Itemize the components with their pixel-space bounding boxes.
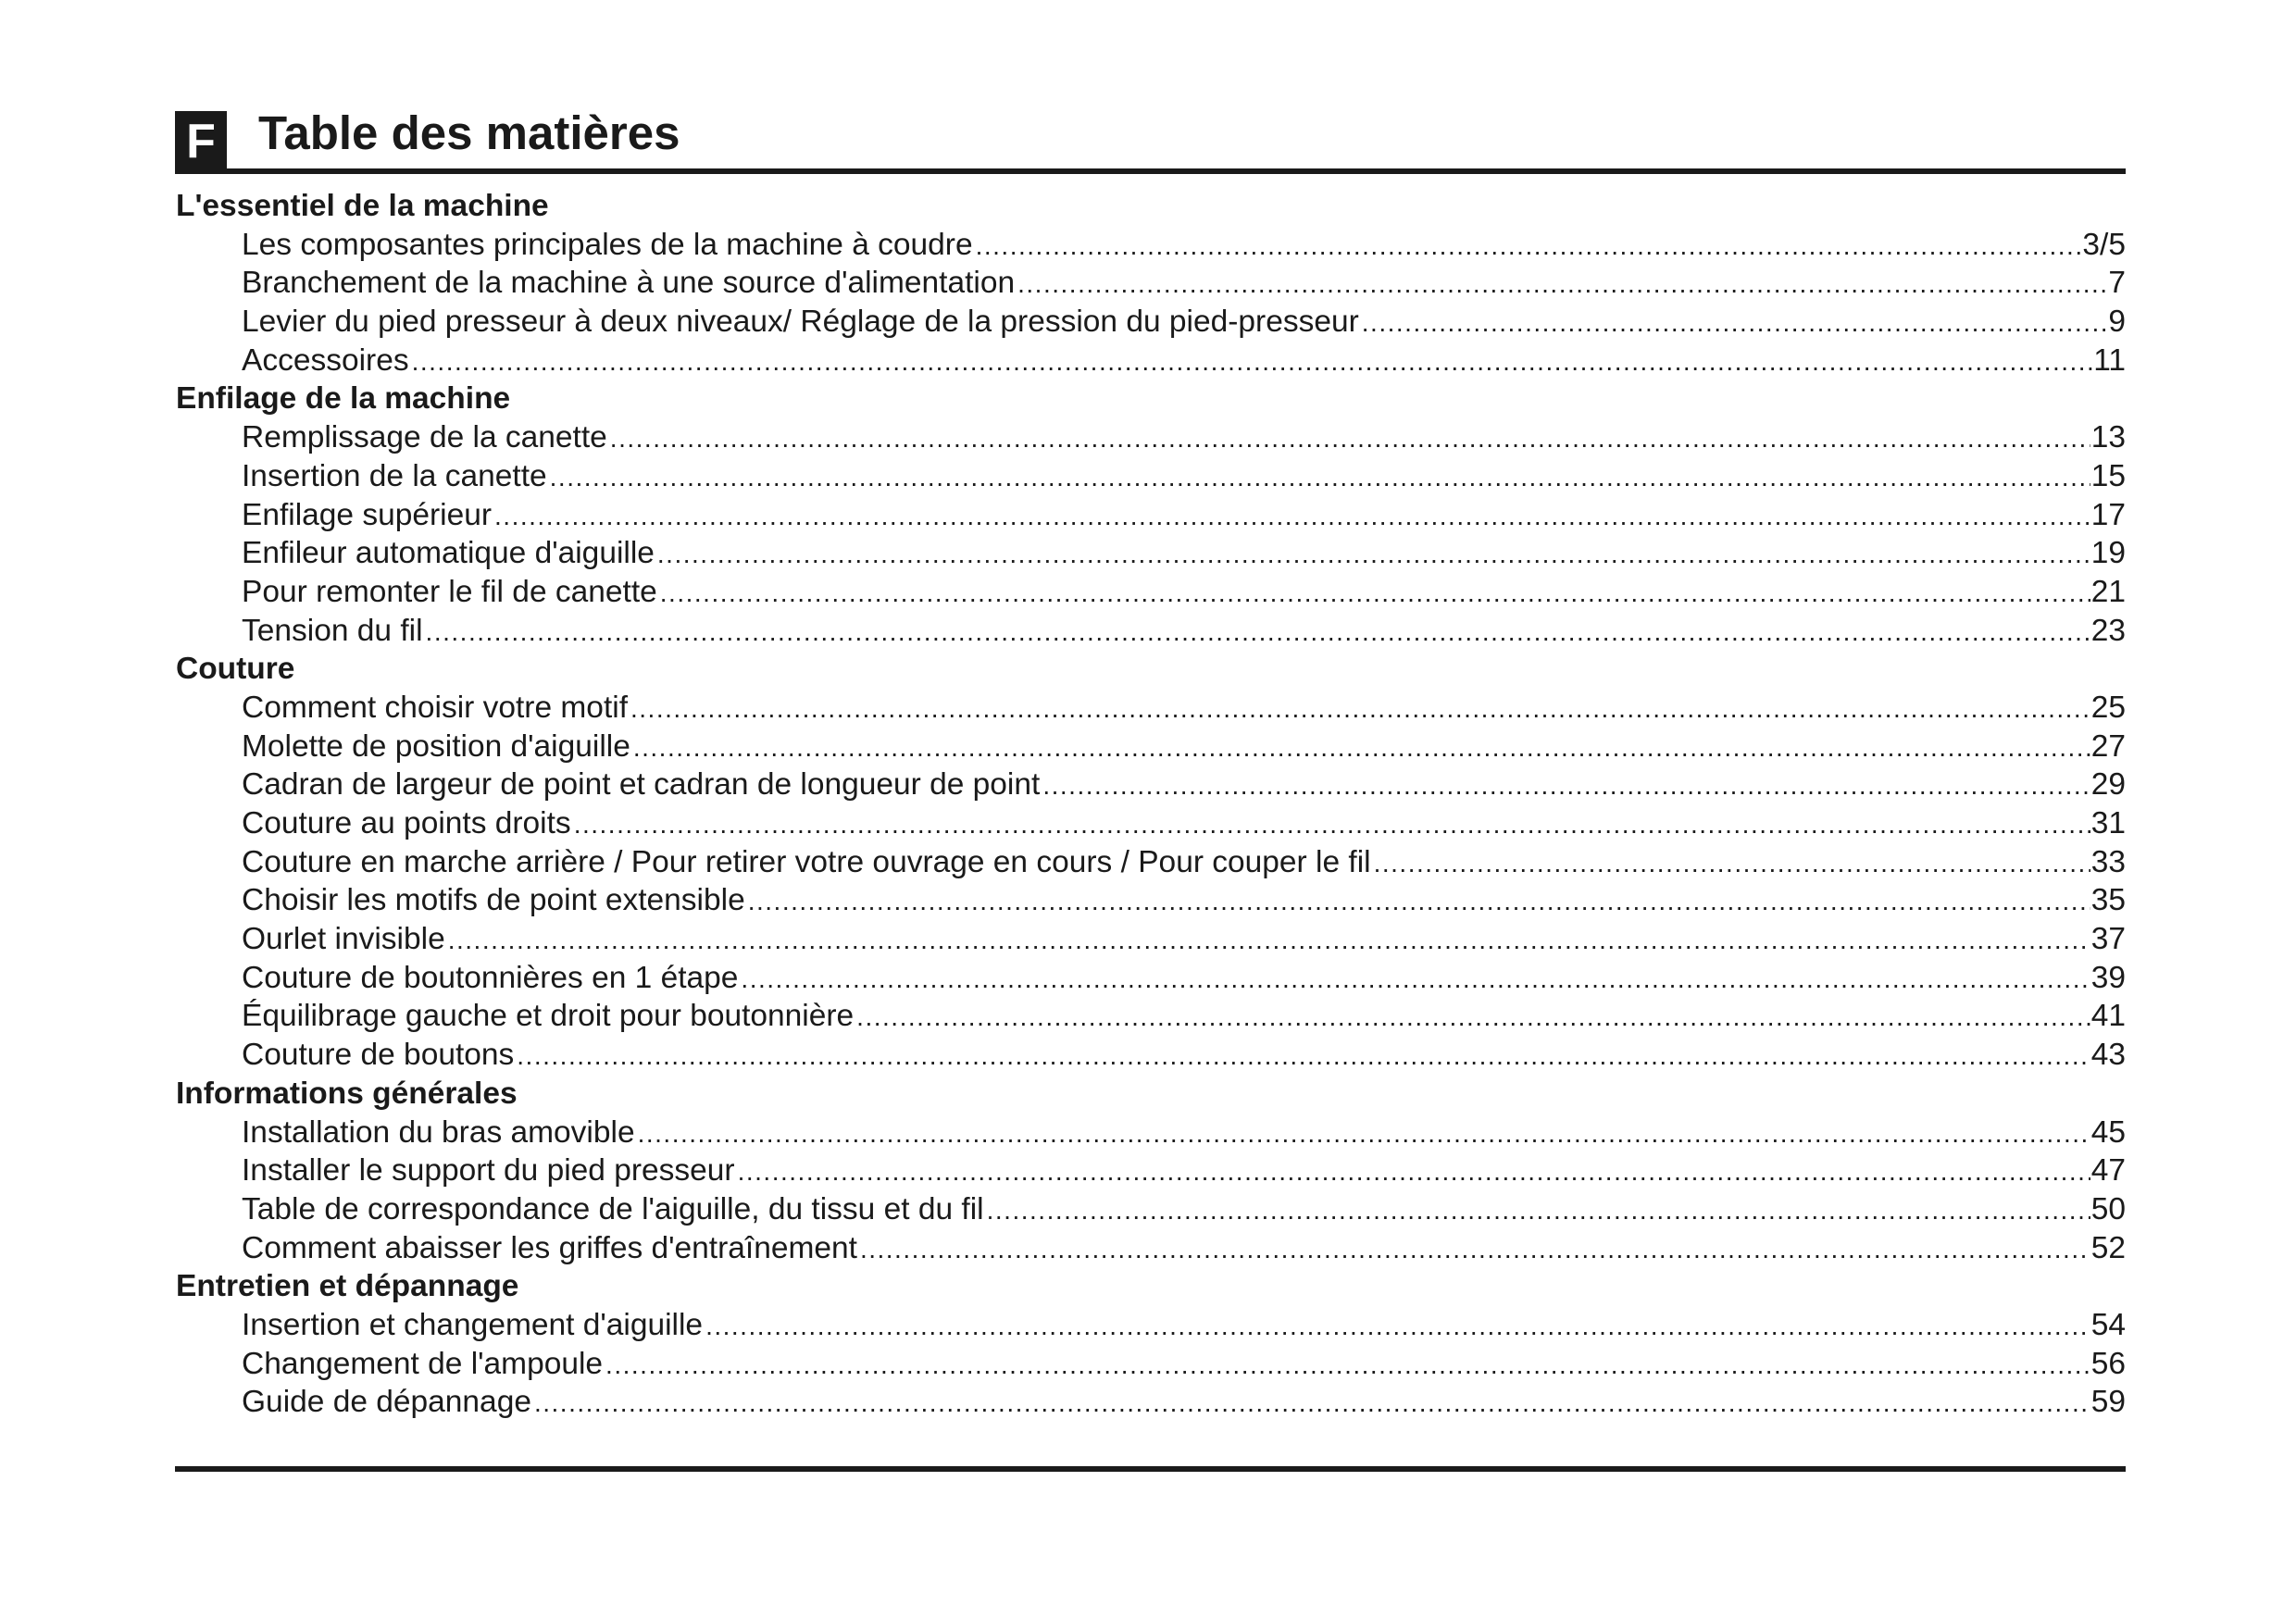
section-title: Enfilage de la machine <box>176 381 511 417</box>
table-of-contents <box>176 187 2126 1422</box>
toc-entry[interactable] <box>176 1306 2126 1345</box>
dot-leader <box>610 419 2090 458</box>
entry-label: Couture en marche arrière / Pour retirer votre ouvrage en cours / Pour couper le fil <box>242 844 1371 879</box>
toc-entry[interactable] <box>176 418 2126 457</box>
entry-label: Levier du pied presseur à deux niveaux/ Réglage de la pression du pied-presseur <box>242 305 1359 340</box>
entry-label: Molette de position d'aiguille <box>242 728 630 764</box>
dot-leader <box>856 998 2090 1037</box>
toc-entry[interactable] <box>176 804 2126 843</box>
toc-entry[interactable] <box>176 496 2126 535</box>
dot-leader <box>741 960 2090 999</box>
entry-label: Changement de l'ampoule <box>242 1346 604 1381</box>
entry-page-number: 29 <box>2090 767 2126 803</box>
section-title: L'essentiel de la machine <box>176 189 549 223</box>
dot-leader <box>660 574 2090 613</box>
toc-section <box>176 650 2126 1075</box>
toc-entry[interactable] <box>176 1190 2126 1229</box>
toc-entry[interactable] <box>176 920 2126 959</box>
dot-leader <box>1042 766 2090 805</box>
entry-label: Couture de boutons <box>242 1038 515 1073</box>
entry-page-number: 47 <box>2090 1153 2126 1189</box>
entry-page-number: 15 <box>2090 458 2126 493</box>
entry-label: Comment choisir votre motif <box>242 690 628 725</box>
entry-page-number: 7 <box>2108 266 2126 301</box>
entry-label: Choisir les motifs de point extensible <box>242 883 745 918</box>
toc-entry[interactable] <box>176 1383 2126 1422</box>
toc-entry[interactable] <box>176 997 2126 1036</box>
entry-label: Guide de dépannage <box>242 1385 531 1420</box>
dot-leader <box>448 921 2090 960</box>
entry-label: Remplissage de la canette <box>242 420 607 455</box>
entry-page-number: 54 <box>2090 1307 2126 1342</box>
toc-entry[interactable] <box>176 728 2126 766</box>
dot-leader <box>1374 844 2090 883</box>
section-title: Informations générales <box>176 1076 518 1111</box>
toc-section <box>176 1267 2126 1422</box>
dot-leader <box>987 1191 2090 1230</box>
entry-page-number: 37 <box>2090 922 2126 957</box>
toc-entry[interactable] <box>176 1229 2126 1268</box>
section-title: Entretien et dépannage <box>176 1269 519 1304</box>
entry-page-number: 31 <box>2090 806 2126 840</box>
entry-page-number: 11 <box>2093 342 2126 378</box>
dot-leader <box>426 613 2090 652</box>
footer-divider <box>175 1466 2126 1472</box>
dot-leader <box>630 690 2090 728</box>
entry-label: Comment abaisser les griffes d'entraînement <box>242 1230 857 1265</box>
entry-label: Installation du bras amovible <box>242 1114 635 1150</box>
entry-page-number: 56 <box>2090 1346 2126 1381</box>
section-title: Couture <box>176 652 295 687</box>
entry-page-number: 59 <box>2090 1385 2126 1420</box>
entry-label: Installer le support du pied presseur <box>242 1153 735 1189</box>
dot-leader <box>517 1037 2090 1076</box>
entry-page-number: 9 <box>2108 305 2126 340</box>
dot-leader <box>1362 304 2108 342</box>
toc-entry[interactable] <box>176 1114 2126 1152</box>
entry-page-number: 25 <box>2090 690 2126 725</box>
toc-entry[interactable] <box>176 612 2126 651</box>
dot-leader <box>1017 265 2107 304</box>
toc-entry[interactable] <box>176 457 2126 496</box>
entry-page-number: 21 <box>2090 574 2126 609</box>
entry-label: Pour remonter le fil de canette <box>242 574 657 609</box>
dot-leader <box>738 1152 2090 1191</box>
toc-section <box>176 380 2126 650</box>
toc-entry[interactable] <box>176 1151 2126 1190</box>
entry-page-number: 35 <box>2090 883 2126 918</box>
toc-entry[interactable] <box>176 303 2126 342</box>
entry-page-number: 41 <box>2090 999 2126 1034</box>
dot-leader <box>748 882 2090 921</box>
entry-label: Enfilage supérieur <box>242 497 493 532</box>
entry-label: Table de correspondance de l'aiguille, du tissu et du fil <box>242 1191 984 1226</box>
entry-label: Branchement de la machine à une source d'alimentation <box>242 266 1016 301</box>
entry-page-number: 23 <box>2090 613 2126 648</box>
dot-leader <box>574 805 2090 844</box>
entry-page-number: 33 <box>2090 844 2126 879</box>
toc-entry[interactable] <box>176 959 2126 998</box>
entry-page-number: 27 <box>2090 728 2126 764</box>
toc-entry[interactable] <box>176 342 2126 380</box>
toc-entry[interactable] <box>176 689 2126 728</box>
dot-leader <box>550 458 2090 497</box>
entry-label: Insertion de la canette <box>242 458 547 493</box>
toc-entry[interactable] <box>176 264 2126 303</box>
toc-entry[interactable] <box>176 573 2126 612</box>
toc-entry[interactable] <box>176 843 2126 882</box>
entry-page-number: 3/5 <box>2082 227 2126 262</box>
dot-leader <box>638 1114 2090 1153</box>
dot-leader <box>657 535 2090 574</box>
dot-leader <box>534 1384 2090 1423</box>
toc-entry[interactable] <box>176 226 2126 265</box>
entry-label: Équilibrage gauche et droit pour boutonnière <box>242 999 855 1034</box>
entry-label: Tension du fil <box>242 613 423 648</box>
entry-label: Cadran de largeur de point et cadran de longueur de point <box>242 767 1041 803</box>
dot-leader <box>976 227 2082 266</box>
entry-label: Insertion et changement d'aiguille <box>242 1307 704 1342</box>
entry-page-number: 52 <box>2090 1230 2126 1265</box>
entry-label: Accessoires <box>242 342 409 378</box>
entry-label: Enfileur automatique d'aiguille <box>242 536 655 571</box>
page-title: Table des matières <box>258 106 680 159</box>
entry-page-number: 17 <box>2090 497 2126 532</box>
dot-leader <box>494 497 2090 536</box>
entry-label: Les composantes principales de la machine à coudre <box>242 227 973 262</box>
dot-leader <box>412 342 2093 381</box>
entry-page-number: 13 <box>2090 420 2126 455</box>
entry-label: Couture de boutonnières en 1 étape <box>242 960 739 995</box>
toc-entry[interactable] <box>176 534 2126 573</box>
entry-label: Ourlet invisible <box>242 922 445 957</box>
dot-leader <box>860 1230 2090 1269</box>
toc-entry[interactable] <box>176 1345 2126 1384</box>
entry-page-number: 43 <box>2090 1038 2126 1073</box>
toc-entry[interactable] <box>176 1036 2126 1075</box>
toc-section <box>176 1075 2126 1267</box>
toc-section <box>176 187 2126 380</box>
dot-leader <box>705 1307 2090 1346</box>
entry-page-number: 45 <box>2090 1114 2126 1150</box>
entry-label: Couture au points droits <box>242 806 571 840</box>
page-header <box>175 102 2126 174</box>
language-badge: F <box>175 111 227 172</box>
toc-entry[interactable] <box>176 765 2126 804</box>
entry-page-number: 39 <box>2090 960 2126 995</box>
toc-entry[interactable] <box>176 881 2126 920</box>
dot-leader <box>633 728 2090 767</box>
entry-page-number: 19 <box>2090 536 2126 571</box>
entry-page-number: 50 <box>2090 1191 2126 1226</box>
dot-leader <box>605 1346 2090 1385</box>
